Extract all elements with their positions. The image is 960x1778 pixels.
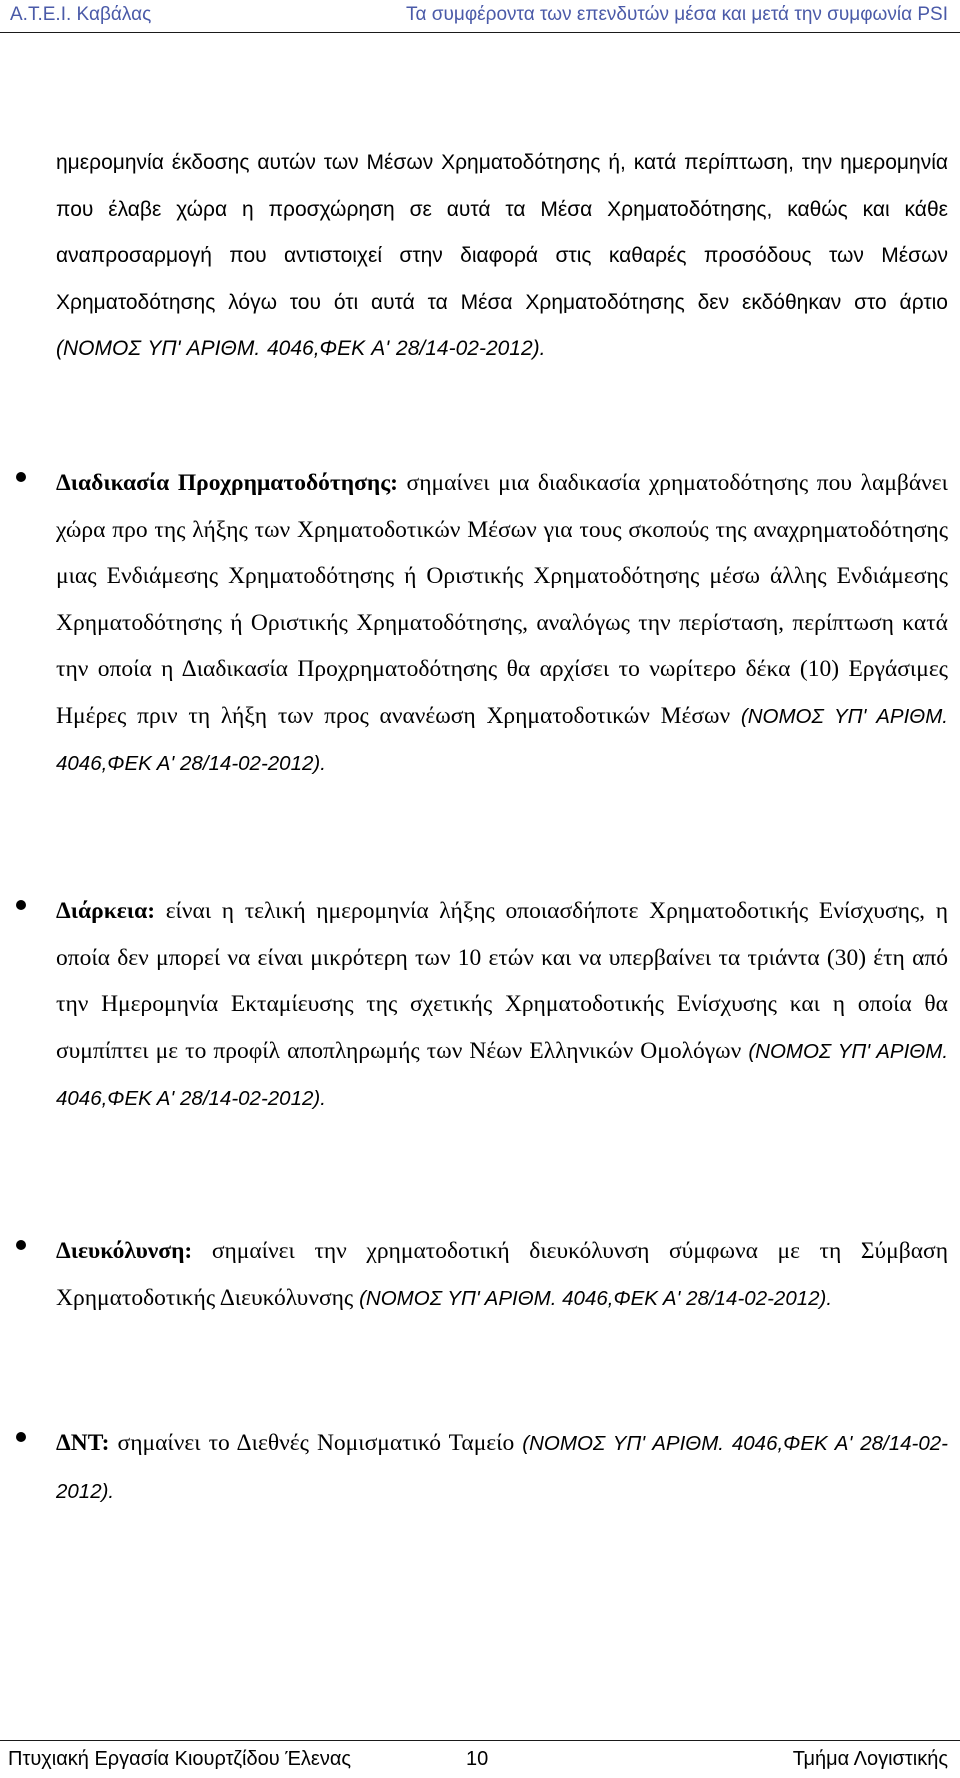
page-header	[0, 0, 960, 34]
definition-body: σημαίνει το Διεθνές Νομισματικό Ταμείο	[117, 1430, 515, 1456]
page-footer	[0, 1740, 960, 1778]
definition-term: ΔΝΤ:	[56, 1430, 110, 1456]
bullet-icon	[16, 472, 26, 482]
definition-reference: (ΝΟΜΟΣ ΥΠ' ΑΡΙΘΜ. 4046,ΦΕΚ Α' 28/14-02-2012).	[359, 1286, 833, 1310]
definition-reference: (ΝΟΜΟΣ ΥΠ' ΑΡΙΘΜ. 4046,ΦΕΚ Α' 28/14-02-2012).	[56, 1432, 949, 1503]
definition-body: σημαίνει μια διαδικασία χρηματοδότησης που λαμβάνει χώρα προ της λήξης των Χρηματοδοτικών Μέσων για τους σκοπούς της αναχρηματοδότησης μιας Ενδιάμεσης Χρηματοδότησης ή Οριστικής Χρηματοδότησης μέσω άλλης Ενδιάμεσης Χρηματοδότησης ή Οριστικής Χρηματοδότησης, αναλόγως την περίσταση, περίπτωση κατά την οποία η Διαδικασία Προχρηματοδότησης θα αρχίσει το νωρίτερο δέκα (10) Εργάσιμες Ημέρες πριν τη λήξη των προς ανανέωση Χρηματοδοτικών Μέσων	[56, 470, 948, 729]
footer-author: Πτυχιακή Εργασία Κιουρτζίδου Έλενας	[8, 1748, 352, 1770]
definition-body: είναι η τελική ημερομηνία λήξης οποιασδήποτε Χρηματοδοτικής Ενίσχυσης, η οποία δεν μπορεί να είναι μικρότερη των 10 ετών και να υπερβαίνει τα τριάντα (30) έτη από την Ημερομηνία Εκταμίευσης της σχετικής Χρηματοδοτικής Ενίσχυσης και η οποία θα συμπίπτει με το προφίλ αποπληρωμής των Νέων Ελληνικών Ομολόγων	[56, 898, 948, 1064]
bullet-icon	[16, 1432, 26, 1442]
intro-paragraph	[56, 140, 948, 373]
bullet-icon	[16, 900, 26, 910]
definition-text	[56, 460, 948, 788]
definition-term: Διευκόλυνση:	[56, 1238, 193, 1264]
page-number: 10	[466, 1748, 489, 1770]
bullet-icon	[16, 1240, 26, 1250]
definition-text	[56, 1420, 948, 1515]
footer-rule	[0, 1740, 960, 1741]
header-institution: Α.Τ.Ε.Ι. Καβάλας	[10, 4, 152, 25]
footer-department: Τμήμα Λογιστικής	[792, 1748, 948, 1770]
definition-term: Διαδικασία Προχρηματοδότησης:	[56, 470, 398, 496]
header-title: Τα συμφέροντα των επενδυτών μέσα και μετά την συμφωνία PSI	[406, 4, 948, 25]
intro-reference: (ΝΟΜΟΣ ΥΠ' ΑΡΙΘΜ. 4046,ΦΕΚ Α' 28/14-02-2012).	[56, 337, 546, 360]
header-rule	[0, 32, 960, 33]
definition-term: Διάρκεια:	[56, 898, 156, 924]
definition-reference: (ΝΟΜΟΣ ΥΠ' ΑΡΙΘΜ. 4046,ΦΕΚ Α' 28/14-02-2012).	[56, 704, 948, 775]
definition-reference: (ΝΟΜΟΣ ΥΠ' ΑΡΙΘΜ. 4046,ΦΕΚ Α' 28/14-02-2012).	[56, 1039, 949, 1110]
definition-body: σημαίνει την χρηματοδοτική διευκόλυνση σύμφωνα με τη Σύμβαση Χρηματοδοτικής Διευκόλυνσης	[56, 1238, 948, 1311]
definition-text	[56, 1228, 948, 1322]
definition-text	[56, 888, 948, 1123]
intro-text: ημερομηνία έκδοσης αυτών των Μέσων Χρηματοδότησης ή, κατά περίπτωση, την ημερομηνία που έλαβε χώρα η προσχώρηση σε αυτά τα Μέσα Χρηματοδότησης, καθώς και κάθε αναπροσαρμογή που αντιστοιχεί στην διαφορά στις καθαρές προσόδους των Μέσων Χρηματοδότησης λόγω του ότι αυτά τα Μέσα Χρηματοδότησης δεν εκδόθηκαν στο άρτιο	[56, 151, 948, 314]
